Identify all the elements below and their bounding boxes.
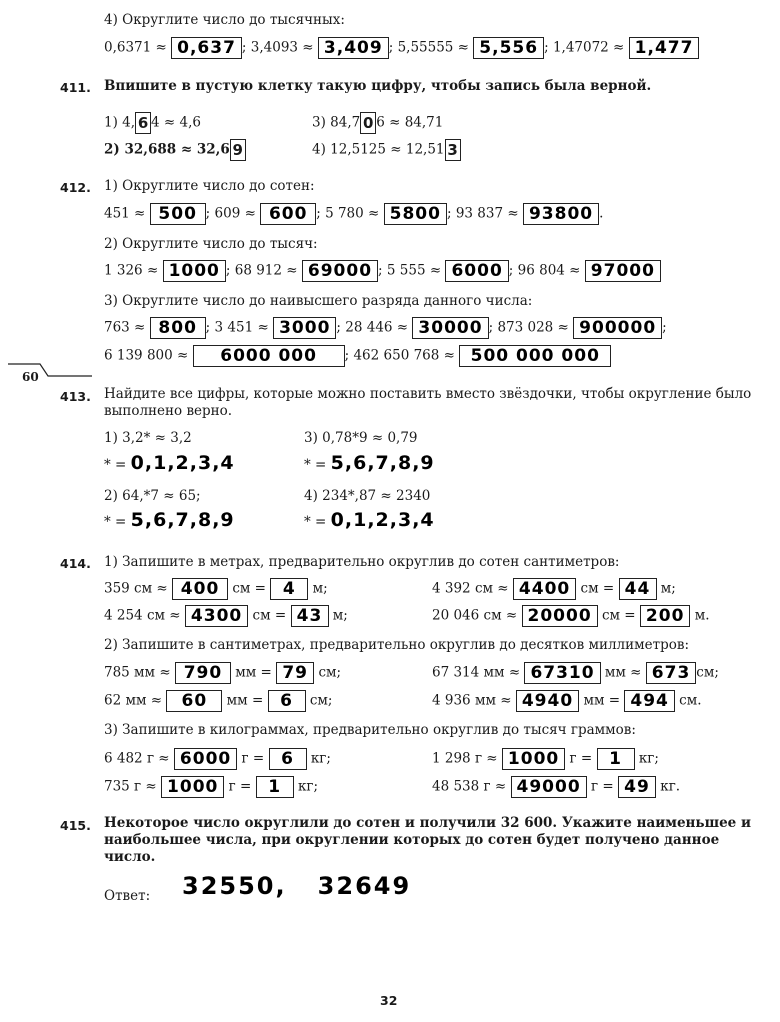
conversion-row: 1 298 г ≈ 1000 г = 1 кг; [432, 749, 659, 769]
answer-box[interactable]: 900000 [573, 317, 662, 339]
answer-box[interactable]: 93800 [523, 203, 599, 225]
answer-box[interactable]: 3000 [273, 317, 336, 339]
task-text: Впишите в пустую клетку такую цифру, чтобы запись была верной. [104, 78, 652, 94]
answer-box[interactable]: 4300 [185, 605, 248, 627]
expr: 3,4093 ≈ [250, 39, 314, 56]
conversion-row: 4 254 см ≈ 4300 см = 43 м; [104, 606, 348, 626]
task-text: Некоторое число округлили до сотен и получили 32 600. Укажите наименьшее и наибольшее числа, при округлении которых до сотен будет получено данное число. [104, 815, 751, 865]
answer-box[interactable]: 1000 [163, 260, 226, 282]
answer-box[interactable]: 400 [172, 578, 228, 600]
conversion-row: 62 мм ≈ 60 мм = 6 см; [104, 691, 333, 711]
answer-label: Ответ: [104, 888, 151, 904]
digit-cell[interactable]: 9 [230, 139, 246, 161]
answer-box[interactable]: 44 [619, 578, 657, 600]
answer-box[interactable]: 600 [260, 203, 316, 225]
digit-cell[interactable]: 3 [445, 139, 461, 161]
margin-note: 60 [22, 370, 39, 384]
task413-answer: * = 0,1,2,3,4 [304, 509, 435, 531]
answer-box[interactable]: 30000 [412, 317, 488, 339]
task412-part2-heading: 2) Округлите число до тысяч: [104, 236, 318, 252]
task-number: 413. [60, 389, 91, 404]
conversion-row: 20 046 см ≈ 20000 см = 200 м. [432, 606, 710, 626]
answer-box[interactable]: 49 [618, 776, 656, 798]
task411-item-3: 3) 84,7 0 6 ≈ 84,71 [312, 114, 444, 132]
answer-box[interactable]: 1000 [502, 748, 565, 770]
task412-part2-row: 1 326 ≈ 1000 ; 68 912 ≈ 69000 ; 5 555 ≈ 6000 ; 96 804 ≈ 97000 [104, 260, 661, 282]
answer-box[interactable]: 500 000 000 [459, 345, 611, 367]
answer-box[interactable]: 43 [291, 605, 329, 627]
task414-part2-heading: 2) Запишите в сантиметрах, предварительно округлив до десятков миллиметров: [104, 637, 689, 653]
answer-box[interactable]: 1 [256, 776, 294, 798]
answer-box[interactable]: 200 [640, 605, 691, 627]
answer-box[interactable]: 500 [150, 203, 206, 225]
task411-item-2: 2) 32,688 ≈ 32,6 9 [104, 139, 246, 161]
answer-box[interactable]: 6000 [445, 260, 508, 282]
task413-label: 1) 3,2* ≈ 3,2 [104, 430, 192, 446]
answer-box[interactable]: 97000 [585, 260, 661, 282]
top-heading: 4) Округлите число до тысячных: [104, 12, 345, 28]
conversion-row: 67 314 мм ≈ 67310 мм ≈ 673 см; [432, 663, 719, 683]
handwritten-answer[interactable]: 32550, 32649 [182, 872, 412, 900]
answer-box[interactable]: 6000 [174, 748, 237, 770]
expr: 0,6371 ≈ [104, 39, 167, 56]
handwritten-answer[interactable]: 0,1,2,3,4 [130, 452, 235, 474]
answer-box[interactable]: 6 [268, 690, 306, 712]
task414-part1-heading: 1) Запишите в метрах, предварительно округлив до сотен сантиметров: [104, 554, 620, 570]
answer-box[interactable]: 4 [270, 578, 308, 600]
conversion-row: 785 мм ≈ 790 мм = 79 см; [104, 663, 342, 683]
task413-answer: * = 5,6,7,8,9 [104, 509, 235, 531]
answer-box[interactable]: 494 [624, 690, 675, 712]
conversion-row: 359 см ≈ 400 см = 4 м; [104, 579, 328, 599]
task412-part1-heading: 1) Округлите число до сотен: [104, 178, 315, 194]
answer-box[interactable]: 5800 [384, 203, 447, 225]
conversion-row: 735 г ≈ 1000 г = 1 кг; [104, 777, 318, 797]
answer-box[interactable]: 1000 [161, 776, 224, 798]
answer-box[interactable]: 49000 [511, 776, 587, 798]
answer-box[interactable]: 60 [166, 690, 222, 712]
task414-part3-heading: 3) Запишите в килограммах, предварительно округлив до тысяч граммов: [104, 722, 636, 738]
task-text: Найдите все цифры, которые можно поставить вместо звёздочки, чтобы округление было выполнено верно. [104, 386, 752, 419]
answer-box[interactable]: 67310 [524, 662, 600, 684]
handwritten-answer[interactable]: 5,6,7,8,9 [130, 509, 235, 531]
answer-box[interactable]: 20000 [522, 605, 598, 627]
answer-box[interactable]: 69000 [302, 260, 378, 282]
conversion-row: 4 392 см ≈ 4400 см = 44 м; [432, 579, 676, 599]
answer-box[interactable]: 3,409 [318, 37, 389, 59]
task412-part1-row: 451 ≈ 500 ; 609 ≈ 600 ; 5 780 ≈ 5800 ; 93 837 ≈ 93800 . [104, 204, 604, 224]
conversion-row: 6 482 г ≈ 6000 г = 6 кг; [104, 749, 331, 769]
task411-item-1: 1) 4, 6 4 ≈ 4,6 [104, 114, 201, 132]
answer-box[interactable]: 6 [269, 748, 307, 770]
task-number: 412. [60, 180, 91, 195]
answer-box[interactable]: 1 [597, 748, 635, 770]
expr: 1,47072 ≈ [552, 39, 625, 56]
task412-part3-heading: 3) Округлите число до наивысшего разряда данного числа: [104, 293, 533, 309]
task-number: 414. [60, 556, 91, 571]
expr: 5,55555 ≈ [397, 39, 469, 56]
top-answers-row: 0,6371 ≈ 0,637 ; 3,4093 ≈ 3,409 ; 5,55555 ≈ 5,556 ; 1,47072 ≈ 1,477 [104, 37, 699, 59]
digit-cell[interactable]: 0 [360, 112, 376, 134]
task-number: 411. [60, 80, 91, 95]
handwritten-answer[interactable]: 5,6,7,8,9 [330, 452, 435, 474]
answer-box[interactable]: 673 [646, 662, 697, 684]
answer-box[interactable]: 1,477 [629, 37, 700, 59]
answer-box[interactable]: 5,556 [473, 37, 544, 59]
handwritten-answer[interactable]: 0,1,2,3,4 [330, 509, 435, 531]
conversion-row: 4 936 мм ≈ 4940 мм = 494 см. [432, 691, 702, 711]
answer-box[interactable]: 79 [276, 662, 314, 684]
answer-box[interactable]: 790 [175, 662, 231, 684]
task413-label: 3) 0,78*9 ≈ 0,79 [304, 430, 418, 446]
task413-label: 4) 234*,87 ≈ 2340 [304, 488, 431, 504]
task411-item-4: 4) 12,5125 ≈ 12,51 3 [312, 139, 461, 161]
answer-box[interactable]: 4400 [513, 578, 576, 600]
task412-part3-row2: 6 139 800 ≈ 6000 000 ; 462 650 768 ≈ 500 000 000 [104, 345, 611, 367]
digit-cell[interactable]: 6 [135, 112, 151, 134]
task413-answer: * = 0,1,2,3,4 [104, 452, 235, 474]
task413-answer: * = 5,6,7,8,9 [304, 452, 435, 474]
margin-bracket-icon [6, 360, 92, 382]
answer-box[interactable]: 800 [150, 317, 206, 339]
answer-box[interactable]: 4940 [516, 690, 579, 712]
task412-part3-row1: 763 ≈ 800 ; 3 451 ≈ 3000 ; 28 446 ≈ 30000 ; 873 028 ≈ 900000 ; [104, 318, 667, 338]
conversion-row: 48 538 г ≈ 49000 г = 49 кг. [432, 777, 681, 797]
answer-box[interactable]: 6000 000 [193, 345, 345, 367]
task413-label: 2) 64,*7 ≈ 65; [104, 488, 201, 504]
answer-box[interactable]: 0,637 [171, 37, 242, 59]
page-number: 32 [380, 993, 398, 1008]
task-number: 415. [60, 818, 91, 833]
